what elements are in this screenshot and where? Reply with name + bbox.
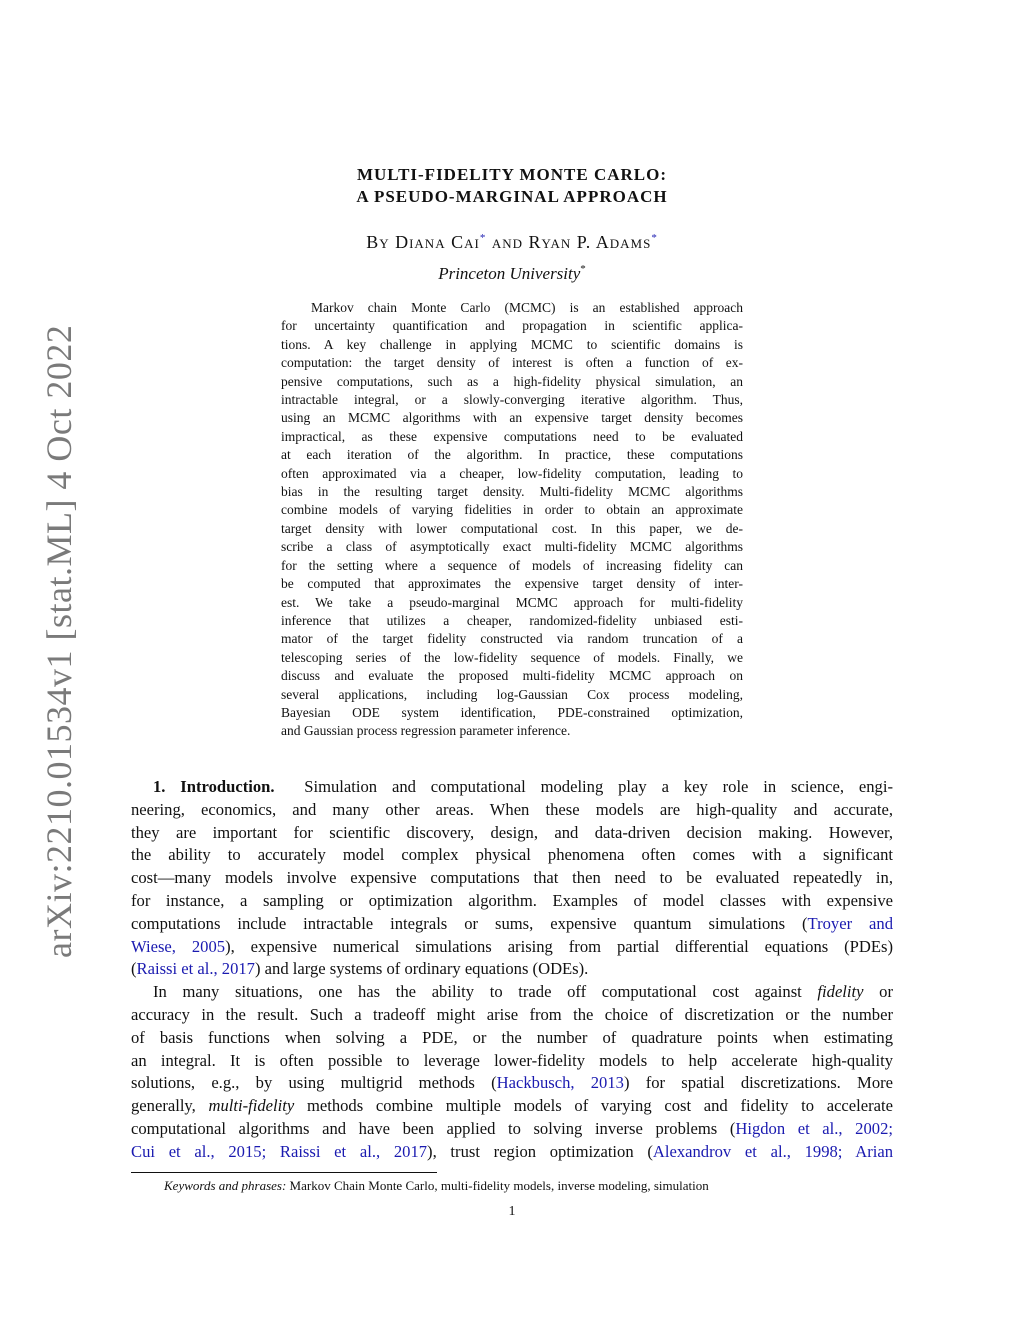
paragraph-line: for instance, a sampling or optimization algorithm. Examples of model classes with expensive [131, 890, 893, 910]
citation-link[interactable]: Hackbusch, 2013 [496, 1073, 624, 1093]
citation-link[interactable]: Arian [855, 1141, 894, 1161]
paragraph-line: computational algorithms and have been applied to solving inverse problems (Higdon et al., 2002; [131, 1118, 893, 1138]
abstract-line: at each iteration of the algorithm. In practice, these computations [281, 447, 743, 463]
abstract-line: often approximated via a cheaper, low-fidelity computation, leading to [281, 465, 743, 481]
citation-link[interactable]: Wiese, 2005 [131, 936, 226, 956]
and-label: and [491, 232, 523, 252]
abstract-line: be computed that approximates the expensive target density of inter- [281, 576, 743, 592]
footnote-divider [131, 1172, 437, 1173]
keywords-footnote [164, 1178, 709, 1194]
abstract-line: mator of the target fidelity constructed via random truncation of a [281, 631, 743, 647]
paragraph-line: an integral. It is often possible to leverage lower-fidelity models to help accelerate high-quality [131, 1050, 893, 1070]
affiliation [0, 263, 1024, 284]
affiliation-mark: * [580, 263, 586, 275]
paragraph-line: Cui et al., 2015; Raissi et al., 2017), trust region optimization (Alexandrov et al., 1998; Arian [131, 1141, 894, 1161]
affiliation-mark[interactable]: * [479, 232, 487, 244]
author-name: Ryan P. Adams [528, 232, 652, 252]
abstract-line: computation: the target density of interest is often a function of ex- [281, 355, 743, 371]
arxiv-identifier-stamp[interactable]: arXiv:2210.01534v1 [stat.ML] 4 Oct 2022 [39, 324, 79, 958]
introduction-section [131, 776, 893, 1164]
paragraph-line: generally, multi-fidelity methods combine multiple models of varying cost and fidelity to accelerate [131, 1096, 893, 1116]
abstract-line: pensive computations, such as a high-fidelity physical simulation, an [281, 373, 743, 389]
affiliation-name: Princeton University [438, 264, 581, 283]
citation-link[interactable]: Alexandrov et al., 1998 [652, 1141, 838, 1161]
abstract-line: intractable integral, or a slowly-converging iterative algorithm. Thus, [281, 392, 743, 408]
paragraph-line: accuracy in the result. Such a tradeoff might arise from the choice of discretization or the number [131, 1004, 893, 1024]
author-name: Diana Cai [395, 232, 480, 252]
paragraph-line: of basis functions when solving a PDE, or the number of quadrature points when estimating [131, 1027, 893, 1047]
paragraph-line: Wiese, 2005), expensive numerical simulations arising from partial differential equations (PDEs) [131, 936, 894, 956]
abstract-line: impractical, as these expensive computations need to be evaluated [281, 428, 743, 444]
keywords-text: Markov Chain Monte Carlo, multi-fidelity models, inverse modeling, simulation [286, 1178, 709, 1193]
paragraph-line: In many situations, one has the ability to trade off computational cost against fidelity or [153, 982, 893, 1002]
citation-link[interactable]: Higdon et al., 2002 [735, 1118, 889, 1138]
paragraph-line: 1. Introduction. Simulation and computational modeling play a key role in science, engi- [153, 777, 893, 796]
section-heading: 1. Introduction. [153, 777, 275, 796]
paragraph-line: cost—many models involve expensive computations that then need to be evaluated repeatedly in, [131, 868, 893, 888]
abstract-line: using an MCMC algorithms with an expensive target density becomes [281, 410, 743, 426]
abstract-line: bias in the resulting target density. Multi-fidelity MCMC algorithms [281, 484, 743, 500]
abstract-line: Markov chain Monte Carlo (MCMC) is an established approach [311, 300, 743, 315]
affiliation-mark[interactable]: * [651, 232, 658, 244]
paragraph-line: they are important for scientific discovery, design, and data-driven decision making. However, [131, 822, 893, 842]
citation-link[interactable]: Raissi et al., 2017 [279, 1141, 428, 1161]
abstract-line: and Gaussian process regression parameter inference. [281, 723, 571, 739]
author-list [0, 232, 1024, 253]
citation-link[interactable]: Raissi et al., 2017 [136, 959, 255, 979]
abstract-line: combine models of varying fidelities in order to obtain an approximate [281, 502, 743, 518]
title-line-1: MULTI-FIDELITY MONTE CARLO: [356, 165, 668, 184]
abstract [281, 299, 743, 741]
abstract-line: for uncertainty quantification and propagation in scientific applica- [281, 318, 743, 334]
abstract-line: tions. A key challenge in applying MCMC to scientific domains is [281, 336, 743, 352]
abstract-line: inference that utilizes a cheaper, randomized-fidelity unbiased esti- [281, 612, 743, 628]
abstract-line: est. We take a pseudo-marginal MCMC approach for multi-fidelity [281, 594, 743, 610]
by-label: By [366, 232, 390, 252]
abstract-line: several applications, including log-Gaussian Cox process modeling, [281, 686, 743, 702]
abstract-line: Bayesian ODE system identification, PDE-constrained optimization, [281, 704, 743, 720]
citation-link[interactable]: Cui et al., 2015 [131, 1141, 262, 1161]
abstract-line: telescoping series of the low-fidelity sequence of models. Finally, we [281, 649, 743, 665]
page-number: 1 [508, 1204, 516, 1219]
paper-title [0, 164, 1024, 208]
abstract-line: scribe a class of asymptotically exact multi-fidelity MCMC algorithms [281, 539, 743, 555]
abstract-line: for the setting where a sequence of models of increasing fidelity can [281, 557, 743, 573]
paragraph-line: computations include intractable integrals or sums, expensive quantum simulations (Troyer and [131, 913, 894, 933]
paragraph-line: solutions, e.g., by using multigrid methods (Hackbusch, 2013) for spatial discretizations. More [131, 1073, 894, 1093]
paragraph-line: (Raissi et al., 2017) and large systems of ordinary equations (ODEs). [131, 959, 589, 979]
paragraph-line: neering, economics, and many other areas. When these models are high-quality and accurate, [131, 799, 893, 819]
citation-link[interactable]: Troyer and [807, 913, 894, 933]
abstract-line: target density with lower computational cost. In this paper, we de- [281, 520, 743, 536]
title-line-2: A PSEUDO-MARGINAL APPROACH [356, 187, 668, 206]
abstract-line: discuss and evaluate the proposed multi-fidelity MCMC approach on [281, 668, 743, 684]
paragraph-line: the ability to accurately model complex physical phenomena often comes with a significant [131, 845, 893, 865]
keywords-label: Keywords and phrases: [164, 1178, 287, 1193]
